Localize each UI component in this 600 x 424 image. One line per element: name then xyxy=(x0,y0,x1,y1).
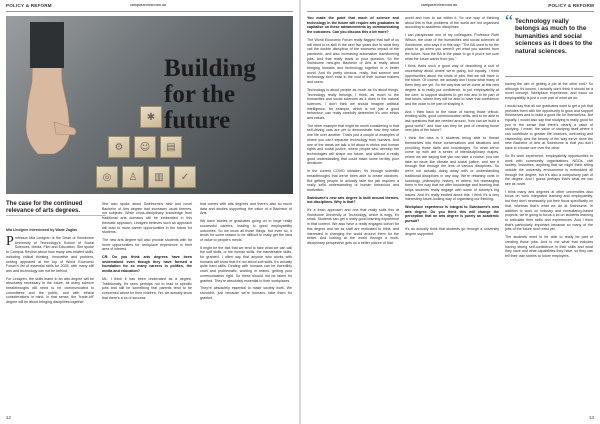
hero-image xyxy=(6,16,293,194)
body-paragraph: They're absolutely essential to make society work. We shouldn't, just because we're humans, take them for granted. xyxy=(200,286,292,300)
header-rule xyxy=(6,11,293,12)
page-number: 13 xyxy=(588,415,594,420)
lightbulb-icon: ✱ xyxy=(140,106,162,128)
body-column-3 xyxy=(200,202,292,303)
section-label: POLICY & REFORM xyxy=(548,3,594,8)
hero-title: Building for the future xyxy=(164,55,256,134)
body-paragraph: I think that's such a good way of describing a sort of uncertainty about where we're going, but equally, I think opportunities about the kinds of jobs that we will have in the future. Of course, we actually don't know what many of them they are yet. So the way that we've come at this new degree is to really put confidence, to put employability at the core, to support students to get into and to be part of that future, where they will be able to have that confidence and the voice to be part of shaping it. xyxy=(405,64,499,106)
page-number: 12 xyxy=(6,415,12,420)
interview-question: You make the point that much of science and technology in the future will require arts graduates to capitalise on these advancements by communicating the outcomes. Can you discuss this a bit more? xyxy=(307,16,399,35)
pull-quote-rule xyxy=(505,76,593,77)
interview-question: CR: Do you think arts degrees have been undervalued even though they have formed a foundation for so many careers in politics, the media and education? xyxy=(102,255,192,274)
body-column-1 xyxy=(6,236,94,308)
body-paragraph: In the current COVID situation, it's through scientific breakthroughs that we've been able to create vaccines. But getting people to actually take the jab requires a really solid understanding of human behaviour and motivation. xyxy=(307,169,399,192)
body-column-a xyxy=(307,16,399,249)
body-paragraph: The new arts degree will also provide students with far more opportunities for workplace experience in their area of interest. xyxy=(102,237,192,252)
right-page xyxy=(301,0,600,424)
body-column-2 xyxy=(102,202,192,303)
people-icon: ☺ xyxy=(134,136,156,158)
interview-question: Swinburne's new arts degree is built around themes, not disciplines. Why is that? xyxy=(307,195,399,205)
body-paragraph: We have stories of graduates going on to forge really successful careers, leading to good employability outcomes. So we know all those things, but even so, it tends for some reason to be difficult to really get the idea of value to people's minds. xyxy=(200,219,292,242)
gear-icon: ⚙ xyxy=(108,136,130,158)
drop-cap: P xyxy=(6,236,14,249)
body-column-c xyxy=(505,82,593,262)
byline: Mia Lindgren interviewed by Wade Zaglas xyxy=(6,228,78,232)
quote-mark-icon: “ xyxy=(505,11,513,31)
check-icon: ✓ xyxy=(174,166,196,188)
interview-question: Workplace experience is integral to Swinburne's new arts degree. Do you think this will change the perception that an arts degree is purely an academic pursuit? xyxy=(405,205,499,224)
chart-icon: ▥ xyxy=(148,166,170,188)
body-paragraph: ML: I think it has been underrated as a degree. Traditionally, it's seen perhaps not to lead to specific jobs and still be something that parents tend to be concerned about for their children. Yet, we actually know that there's a lot of success xyxy=(102,276,192,300)
body-paragraph: And I think back to the value of having those critical-thinking skills, good communication skills, and to be able to ask questions that are needed around, 'how can we build a good world?' and how can they be part of creating those new jobs of the future? xyxy=(405,109,499,133)
body-column-b xyxy=(405,16,499,239)
body-paragraph: rofessor Mia Lindgren is the Dean of Swinburne University of Technology's School of Social Sciences, Media, Film and Education. She spoke to Campus Review about how many arts-related skills, including critical thinking, innovative and problem-solving appeared at the top of World Economic Forum's list of essential skills for 2025, with many still arts and technology can not be behind. xyxy=(6,236,94,273)
left-page xyxy=(0,0,299,424)
body-paragraph: The other example that might be worth considering is that self-driving cars are yet to demonstrate how they value one life over another. That's just a couple of examples of where you can't separate technology from humans. And one of the areas we talk a lot about is ethics and human rights and social justice, where people who develop the technologies will shape our future, and without a really good understanding that could make some terribly poor decisions. xyxy=(307,123,399,166)
section-label: POLICY & REFORM xyxy=(6,3,52,8)
person-icon: ♙ xyxy=(122,166,144,188)
body-paragraph: Technology is about people as much as it's about things. Technology really belongs, I think, as much to the humanities and social sciences as it does to the natural sciences. I don't think we should imagine artificial intelligence, for example, which is not just a good behaviour, can really carefully determine it's own ethics and values. xyxy=(307,87,399,121)
body-paragraph: It's an actually think that students go through a university degree supported xyxy=(405,226,499,236)
article-lead: The case for the continued relevance of arts degrees. xyxy=(6,201,83,214)
body-paragraph: having the aim of getting a job at the other end? So although it's known, I actually don't think it should be a novel concept. Workplace experience, and focus on employability is just a core part of what we do. xyxy=(505,82,593,101)
body-paragraph: I would say that all our graduates want to get a job that provides them with the opportunity to grow and support themselves and to build a good life for themselves. But equally, I would also say that studying is really good for you in the sense that there's clearly a value of studying. I mean, the value of studying itself where it can contribute to greater life chances, well-being and citizenship. And the beauty of the way we've done the new Bachelor of Arts at Swinburne is that you don't have to choose one over the other. xyxy=(505,103,593,151)
body-paragraph: It might be the fact that we tend to take what we can call the soft skills, or the human skills, the transferable skills, for granted. I often say that anyone who works with humans will know that it's not about soft skills. It's actually quite hard skills. Dealing with humans can be incredibly cruel and problematic, working in teams, getting your communication right. So these should not be taken for granted. They're absolutely essential to their workplaces. xyxy=(200,245,292,283)
body-paragraph: world and how to act within it. So one way of thinking about this is that problems of the world are not organised according to academic disciplines. xyxy=(405,16,499,30)
body-paragraph: The World Economic Forum really flagged that half of us will need to re-skill in the next five years due to what they call the double disruption of the economic impact of the pandemic, and also increasing automation transforming jobs. And that really leads to your question. So the Swinburne new-gen Bachelor of Arts is really about bringing humans and technology together in a better world. And it's pretty obvious, really, that science and technology don't exist in the void of their human makers and users. xyxy=(307,37,399,85)
body-paragraph: I think many arts degrees at other universities also focus on work integrated learning and employability, but they don't necessarily put their focus specifically on that, whereas that's what we do at Swinburne. In addition to work on industry and consultancy-based projects, we're going to focus a lot on students learning to articulate their skills and experiences. And I think that's particularly important because so many of the jobs of the future don't exist yet. xyxy=(505,189,593,232)
target-icon: ◎ xyxy=(96,166,118,188)
site-url: campusreview.com.au xyxy=(130,3,167,7)
body-paragraph: I can paraphrase one of my colleagues, Professor Ruth Wilson, the chair of the humanities and social sciences at Swinburne, who says it in this way: "The BA used to be the place to go when you weren't yet what you wanted from the future. Now the BA is the place to go if you're not sure what the future wants from you." xyxy=(405,33,499,61)
body-paragraph: It's a fresh approach and one that really suits this at Swinburne University of Technology, which is edgy, it's small. Students can get a really good learning experience in that context. We also have a really engaged cohort for this degree and we as staff are motivated to think, and interested in changing the world around them for the better. And looking at the world through a multi-disciplinary perspective gets us a better picture of that xyxy=(307,208,399,245)
body-paragraph: She also spoke about Swinburne's new and novel Bachelor of Arts degree that increases usual themes, not subjects. While cross-disciplinary knowledge from traditional arts domains will be embedded in this thematic approach, Lindgren believes such an approach will lead to more career opportunities in the future for students. xyxy=(102,202,192,235)
body-paragraph: The students need to be able to really be part of creating those jobs. And to me what that includes having strong self-confidence in their skills and what they have and what capabilities they have, so they can tell their own stories to future employers. xyxy=(505,235,593,258)
byline-rule xyxy=(6,215,106,216)
header-rule xyxy=(307,11,594,12)
hand-illustration xyxy=(16,22,82,172)
pull-quote: Technology really belongs as much to the humanities and social sciences as it does to the natural sciences. xyxy=(515,18,593,55)
body-paragraph: For Lindgren, the skills learnt in an arts degree will be absolutely necessary in the future, as many science breakthroughs will need to be communicated to committees and the public, and with ethical considerations in mind. In that sense, the "trade-off" degree will be about bringing disciplines together. xyxy=(6,276,94,305)
body-paragraph: that comes with arts degrees and there's also so much data and studies supporting the value of a Bachelor of Arts. xyxy=(200,202,292,216)
body-paragraph: I think the idea is if students being able to thread themselves into these conversations and situations and providing those skills and knowledges. So what we've come up with are a series of interdisciplinary majors, where we are saying that you can take a course, you can take an issue like climate and social justice, and see it through that through the lens of various disciplines. So we're not actually doing away with or understanding traditional disciplines in any way. We're retaining units in sociology, philosophy, history, et cetera, but rearranging them in the way that we offer knowledge and learning that helps students really engage with some of society's big issues. And it's really excited about this. I think it's a very interesting future-looking way of organising our thinking. xyxy=(405,136,499,202)
body-paragraph: So it's work experience, employability opportunities to work with community organisations, NGOs, civil society, industries, anything that we might think sitting outside the university environment is embedded all through the degree, but it's also a compulsory part of the degree. And I guess perhaps that's what we can see as novel. xyxy=(505,153,593,187)
chart-icon: ▤ xyxy=(160,136,182,158)
site-url: campusreview.com.au xyxy=(421,3,458,7)
